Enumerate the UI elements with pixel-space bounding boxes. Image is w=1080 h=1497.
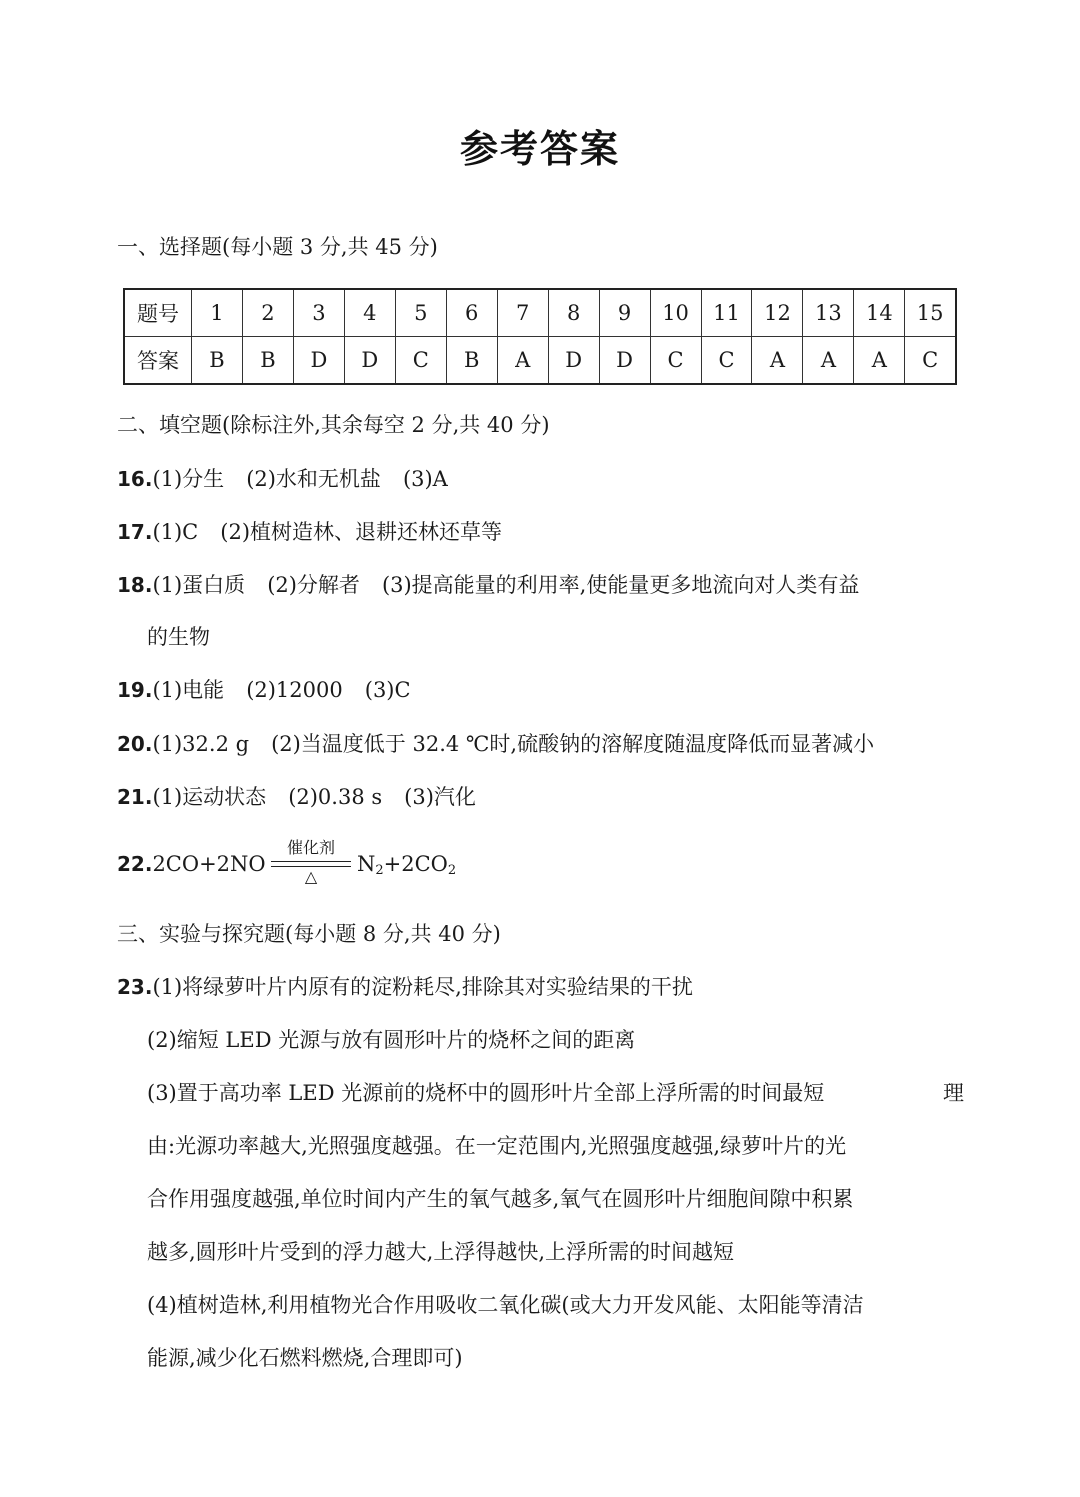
question-number: 17.	[117, 520, 153, 544]
answer-cell: D	[293, 337, 344, 385]
answer-part: (1)蛋白质	[152, 573, 246, 597]
question-21	[117, 782, 476, 812]
answer-part: (2)水和无机盐	[246, 467, 381, 491]
answer-cell: A	[803, 337, 854, 385]
question-number: 20.	[117, 732, 153, 756]
question-16	[117, 464, 448, 494]
question-number-cell: 9	[599, 289, 650, 337]
answer-part: (3)提高能量的利用率,使能量更多地流向对人类有益	[381, 573, 860, 597]
question-number: 16.	[117, 467, 153, 491]
section1-heading: 一、选择题(每小题 3 分,共 45 分)	[117, 235, 438, 259]
question-20	[117, 729, 874, 759]
question-number-cell: 1	[192, 289, 243, 337]
answer-cell: C	[701, 337, 752, 385]
question-23-line-3: (3)置于高功率 LED 光源前的烧杯中的圆形叶片全部上浮所需的时间最短	[147, 1081, 825, 1105]
answer-cell: D	[599, 337, 650, 385]
question-number-cell: 14	[854, 289, 905, 337]
catalyst-label: 催化剂	[286, 838, 335, 857]
question-number-cell: 15	[905, 289, 956, 337]
table-row-numbers	[124, 289, 956, 337]
answer-cell: A	[497, 337, 548, 385]
heat-symbol: △	[304, 867, 318, 886]
question-number-cell: 6	[446, 289, 497, 337]
equation-products: $N_2+2CO_2$	[357, 852, 457, 878]
question-19	[117, 675, 411, 705]
question-number-cell: 13	[803, 289, 854, 337]
question-23-line-2: (2)缩短 LED 光源与放有圆形叶片的烧杯之间的距离	[147, 1028, 636, 1052]
question-23-line-4: 由:光源功率越大,光照强度越强。在一定范围内,光照强度越强,绿萝叶片的光	[147, 1134, 847, 1158]
answer-part: (1)32.2 g	[152, 732, 250, 756]
answer-part: (3)汽化	[404, 785, 476, 809]
answer-part: (2)分解者	[267, 573, 360, 597]
table-row-label: 题号	[124, 289, 192, 337]
answer-cell: A	[752, 337, 803, 385]
question-17	[117, 517, 502, 547]
question-23-line-7: (4)植树造林,利用植物光合作用吸收二氧化碳(或大力开发风能、太阳能等清洁	[147, 1293, 864, 1317]
question-18-continued: 的生物	[147, 625, 210, 649]
answer-part: (2)植树造林、退耕还林还草等	[220, 520, 503, 544]
question-number-cell: 12	[752, 289, 803, 337]
answer-cell: B	[192, 337, 243, 385]
question-number-cell: 5	[395, 289, 446, 337]
question-23-line-1: 23.(1)将绿萝叶片内原有的淀粉耗尽,排除其对实验结果的干扰	[117, 975, 693, 999]
answer-part: (3)C	[364, 678, 411, 702]
reaction-condition	[267, 838, 355, 887]
question-23-line-8: 能源,减少化石燃料燃烧,合理即可)	[147, 1346, 463, 1370]
section2-heading: 二、填空题(除标注外,其余每空 2 分,共 40 分)	[117, 413, 550, 437]
answer-part: (3)A	[402, 467, 448, 491]
question-23-line-3-end: 理	[943, 1081, 964, 1105]
answer-cell: A	[854, 337, 905, 385]
question-number: 23.	[117, 975, 153, 999]
question-number-cell: 4	[344, 289, 395, 337]
answer-part: (1)电能	[152, 678, 225, 702]
answer-cell: C	[905, 337, 956, 385]
answer-cell: B	[446, 337, 497, 385]
answer-cell: B	[242, 337, 293, 385]
question-number-cell: 2	[242, 289, 293, 337]
question-number-cell: 11	[701, 289, 752, 337]
answer-part: (1)运动状态	[152, 785, 267, 809]
question-number-cell: 7	[497, 289, 548, 337]
answer-cell: D	[344, 337, 395, 385]
question-18	[117, 570, 859, 600]
question-number: 19.	[117, 678, 153, 702]
answer-cell: C	[650, 337, 701, 385]
table-row-label: 答案	[124, 337, 192, 385]
answer-table	[123, 288, 957, 385]
question-number-cell: 8	[548, 289, 599, 337]
question-number-cell: 3	[293, 289, 344, 337]
answer-part: (2)0.38 s	[288, 785, 383, 809]
answer-part: (1)分生	[152, 467, 225, 491]
question-number: 21.	[117, 785, 153, 809]
answer-part: (2)当温度低于 32.4 ℃时,硫酸钠的溶解度随温度降低而显著减小	[271, 732, 875, 756]
question-number: 18.	[117, 573, 153, 597]
answer-part: (1)C	[152, 520, 199, 544]
question-number-cell: 10	[650, 289, 701, 337]
answer-part: (2)12000	[246, 678, 343, 702]
table-row-answers	[124, 337, 956, 385]
answer-cell: C	[395, 337, 446, 385]
question-23-line-5: 合作用强度越强,单位时间内产生的氧气越多,氧气在圆形叶片细胞间隙中积累	[147, 1187, 854, 1211]
answer-cell: D	[548, 337, 599, 385]
page-title: 参考答案	[459, 127, 620, 171]
section3-heading: 三、实验与探究题(每小题 8 分,共 40 分)	[117, 922, 501, 946]
question-23-line-6: 越多,圆形叶片受到的浮力越大,上浮得越快,上浮所需的时间越短	[147, 1240, 735, 1264]
question-number: 22.	[117, 852, 153, 876]
equation-reactants: 2CO+2NO	[152, 852, 266, 876]
